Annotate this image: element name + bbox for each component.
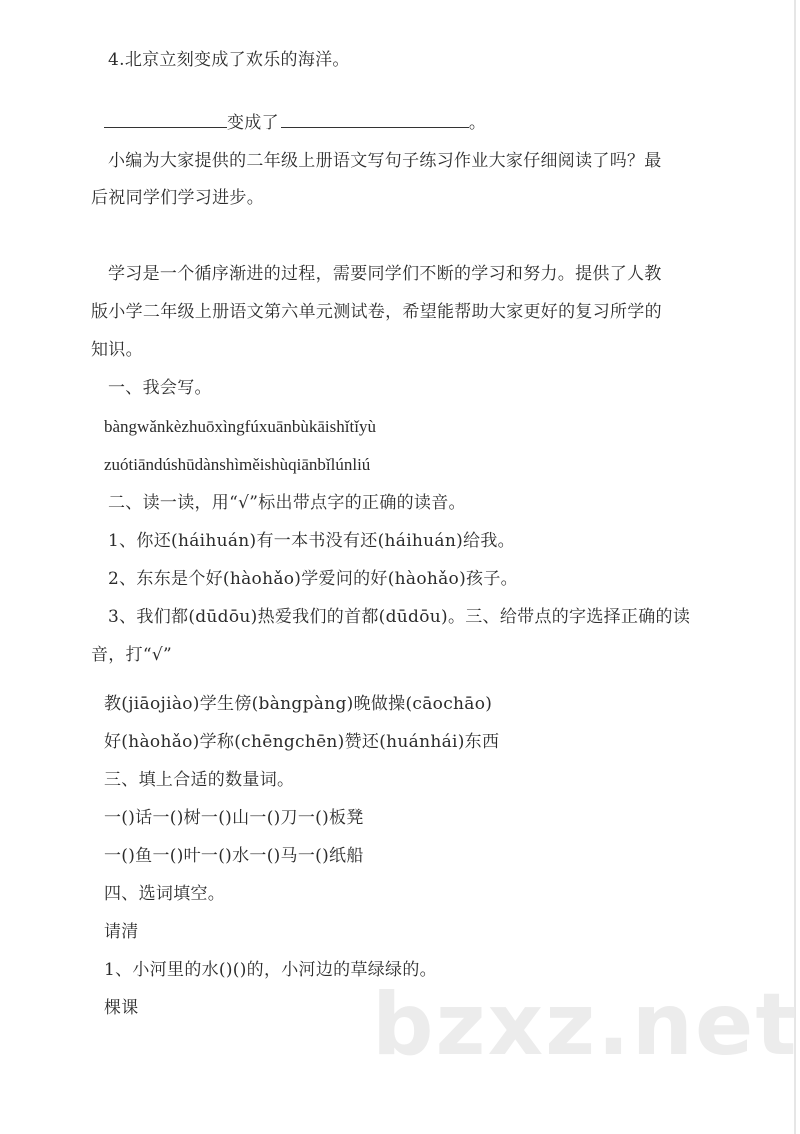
paragraph-text: 版小学二年级上册语文第六单元测试卷，希望能帮助大家更好的复习所学的 [91, 302, 662, 322]
question-item: 音，打“√” [91, 645, 173, 665]
section-heading: 一、我会写。 [108, 378, 212, 398]
pinyin-line: bàngwǎnkèzhuōxìngfúxuānbùkāishǐtǐyù [104, 417, 376, 436]
paragraph-text: 小编为大家提供的二年级上册语文写句子练习作业大家仔细阅读了吗？最 [108, 151, 662, 171]
question-item: 一()话一()树一()山一()刀一()板凳 [104, 808, 364, 828]
blank-1[interactable] [104, 113, 227, 128]
blank-2[interactable] [281, 113, 469, 128]
question-item: 教(jiāojiào)学生傍(bàngpàng)晚做操(cāochāo) [104, 694, 493, 714]
paragraph-text: 知识。 [91, 340, 143, 360]
watermark: bzxz.net [372, 975, 799, 1075]
exercise-4-sentence: 4.北京立刻变成了欢乐的海洋。 [108, 50, 350, 70]
question-item: 3、我们都(dūdōu)热爱我们的首都(dūdōu)。三、给带点的字选择正确的读 [108, 607, 691, 627]
word-options: 请清 [104, 922, 139, 942]
section-heading: 二、读一读，用“√”标出带点字的正确的读音。 [108, 493, 466, 513]
paragraph-text: 学习是一个循序渐进的过程，需要同学们不断的学习和努力。提供了人教 [108, 264, 662, 284]
blank-end-text: 。 [468, 113, 487, 133]
question-item: 2、东东是个好(hàohǎo)学爱问的好(hàohǎo)孩子。 [108, 569, 518, 589]
question-item: 1、小河里的水()()的，小河边的草绿绿的。 [104, 960, 437, 980]
section-heading: 三、填上合适的数量词。 [104, 770, 295, 790]
question-item: 一()鱼一()叶一()水一()马一()纸船 [104, 846, 364, 866]
paragraph-text: 后祝同学们学习进步。 [91, 188, 264, 208]
blank-middle-text: 变成了 [227, 113, 279, 133]
section-heading: 四、选词填空。 [104, 884, 226, 904]
fill-blank-line [104, 112, 719, 134]
question-item: 好(hàohǎo)学称(chēngchēn)赞还(huánhái)东西 [104, 732, 500, 752]
question-item: 1、你还(háihuán)有一本书没有还(háihuán)给我。 [108, 531, 515, 551]
pinyin-line: zuótiāndúshūdànshìměishùqiānbǐlúnliú [104, 455, 371, 474]
page-edge [794, 0, 796, 1134]
word-options: 棵课 [104, 998, 139, 1018]
